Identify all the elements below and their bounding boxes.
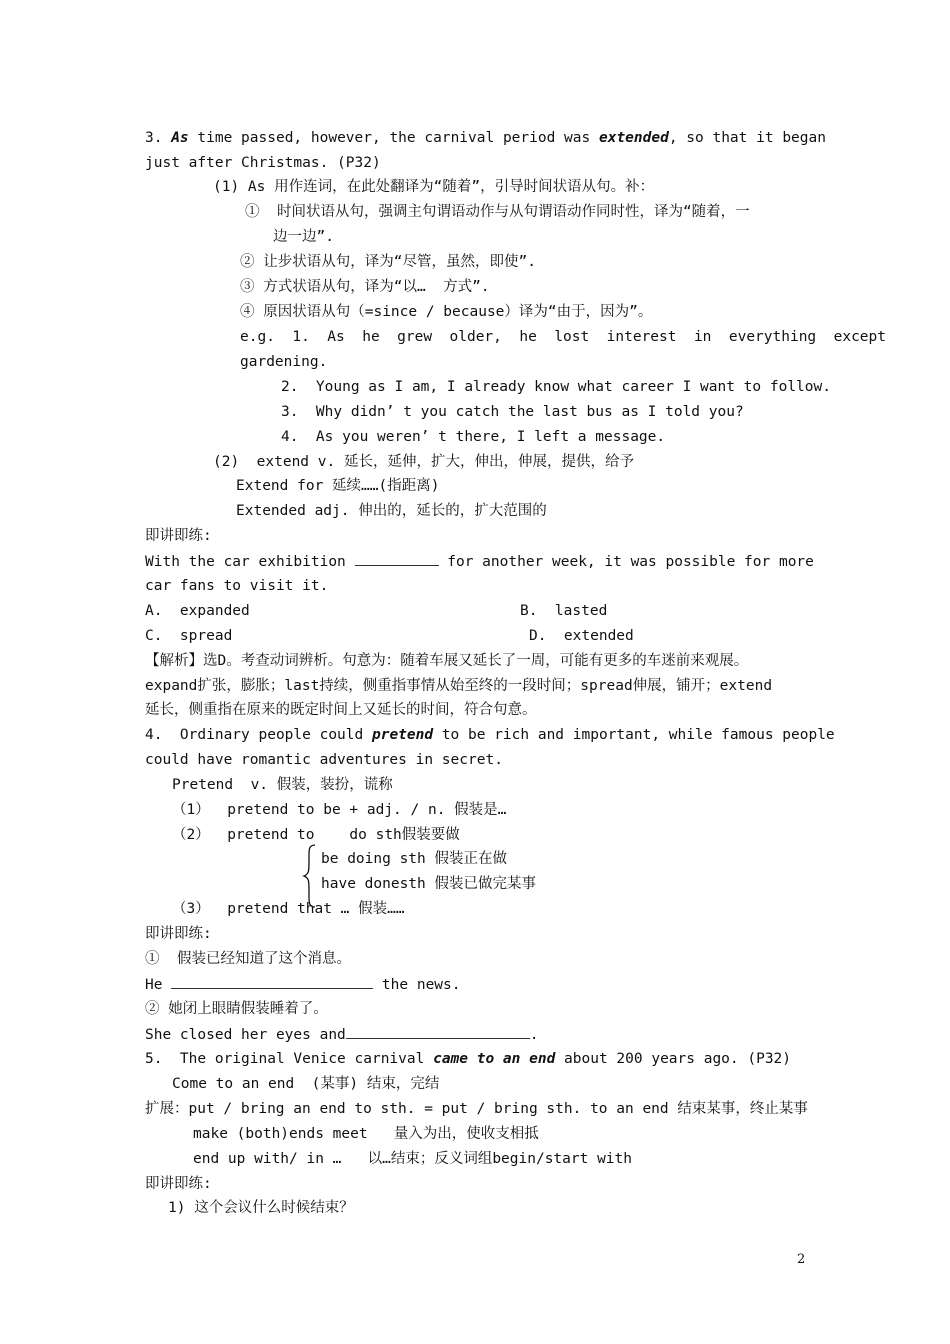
- q3-keyword-extended: extended: [598, 130, 669, 146]
- q4-usage2: （2） pretend to do sth假装要做: [172, 827, 460, 843]
- q3-clause-time-a: ① 时间状语从句，强调主句谓语动作与从句谓语动作同时性，译为“随着，一: [245, 204, 750, 220]
- q3-extend-for: Extend for 延续……(指距离): [236, 478, 440, 494]
- q5-exercise1: 1) 这个会议什么时候结束？: [168, 1200, 354, 1216]
- q5-extension2: make (both)ends meet 量入为出，使收支相抵: [193, 1126, 539, 1142]
- option-d: D. extended: [529, 628, 634, 644]
- q3-answer-line1: 【解析】选D。考查动词辨析。句意为：随着车展又延长了一周，可能有更多的车迷前来观展。: [145, 653, 749, 669]
- q3-text-end: , so that it began: [668, 130, 826, 146]
- q3-example3: 3. Why didn’ t you catch the last bus as I told you?: [281, 404, 744, 420]
- q5-text-end: about 200 years ago. (P32): [555, 1051, 792, 1067]
- q3-extended-adj: Extended adj. 伸出的，延长的，扩大范围的: [236, 503, 547, 519]
- q4-exercise1-he: He: [145, 977, 172, 993]
- option-c: C. spread: [145, 628, 233, 644]
- page-number: 2: [797, 1252, 806, 1267]
- q4-answer-blank-2[interactable]: [346, 1024, 530, 1039]
- q3-clause-reason: ④ 原因状语从句（=since / because）译为“由于，因为”。: [240, 304, 653, 320]
- q4-answer-blank-1[interactable]: [171, 974, 373, 989]
- q3-example2: 2. Young as I am, I already know what career I want to follow.: [281, 379, 831, 395]
- q4-usage2-doing: be doing sth 假装正在做: [321, 851, 507, 867]
- q4-exercise1: ① 假装已经知道了这个消息。: [145, 951, 351, 967]
- q3-number: 3.: [145, 130, 172, 146]
- q3-answer-blank[interactable]: [355, 551, 439, 566]
- q4-definition: Pretend v. 假装，装扮，谎称: [172, 777, 393, 793]
- q4-text-end: to be rich and important, while famous people: [433, 727, 835, 743]
- q5-extension3: end up with/ in … 以…结束；反义词组begin/start with: [193, 1151, 632, 1167]
- q4-usage3: （3） pretend that … 假装……: [172, 901, 405, 917]
- q5-text: 5. The original Venice carnival: [145, 1051, 434, 1067]
- q3-exercise-text-end: for another week, it was possible for more: [438, 554, 814, 570]
- q3-example4: 4. As you weren’ t there, I left a message.: [281, 429, 666, 445]
- option-b: B. lasted: [520, 603, 608, 619]
- q5-practice-heading: 即讲即练:: [145, 1176, 212, 1192]
- q4-keyword-pretend: pretend: [371, 727, 434, 743]
- q4-exercise2: ② 她闭上眼睛假装睡着了。: [145, 1001, 328, 1017]
- q5-extension: 扩展：put / bring an end to sth. = put / bring sth. to an end 结束某事，终止某事: [145, 1101, 808, 1117]
- q3-clause-time-b: 边一边”.: [273, 229, 334, 245]
- q3-text: time passed, however, the carnival period was: [188, 130, 599, 146]
- q5-keyword: came to an end: [433, 1051, 556, 1067]
- q3-line2: just after Christmas. (P32): [145, 155, 381, 171]
- q4-line2: could have romantic adventures in secret.: [145, 752, 503, 768]
- q3-clause-concession: ② 让步状语从句，译为“尽管，虽然，即使”.: [240, 254, 536, 270]
- q4-practice-heading: 即讲即练:: [145, 926, 212, 942]
- q3-exercise-text: With the car exhibition: [145, 554, 355, 570]
- q4-exercise2-line: [145, 1024, 539, 1045]
- q3-practice-heading: 即讲即练:: [145, 528, 212, 544]
- q3-line1: [145, 128, 826, 148]
- q3-exercise-line1: [145, 551, 814, 572]
- q3-example1a: e.g. 1. As he grew older, he lost interest in everything except: [240, 329, 887, 345]
- q3-answer-line2: expand扩张，膨胀；last持续，侧重指事情从始至终的一段时间；spread伸展，铺开；extend: [145, 678, 773, 694]
- q4-line1: [145, 725, 835, 745]
- q4-text: 4. Ordinary people could: [145, 727, 372, 743]
- q4-exercise1-end: the news.: [373, 977, 461, 993]
- q3-point1: (1) As 用作连词，在此处翻译为“随着”，引导时间状语从句。补：: [213, 179, 655, 195]
- q4-exercise2-end: .: [529, 1027, 539, 1043]
- option-a: A. expanded: [145, 603, 250, 619]
- q4-exercise2-text: She closed her eyes and: [145, 1027, 346, 1043]
- q4-usage1: （1） pretend to be + adj. / n. 假装是…: [172, 802, 507, 818]
- q3-keyword-as: As: [171, 130, 189, 146]
- q3-answer-line3: 延长，侧重指在原来的既定时间上又延长的时间，符合句意。: [145, 702, 537, 718]
- q4-usage2-done: have donesth 假装已做完某事: [321, 876, 536, 892]
- q3-example1b: gardening.: [240, 354, 328, 370]
- q3-clause-manner: ③ 方式状语从句，译为“以… 方式”.: [240, 279, 490, 295]
- q4-exercise1-line: [145, 974, 461, 995]
- q3-point2: (2) extend v. 延长，延伸，扩大，伸出，伸展，提供，给予: [213, 454, 634, 470]
- q3-exercise-line2: car fans to visit it.: [145, 578, 329, 594]
- q5-definition: Come to an end (某事) 结束，完结: [172, 1076, 440, 1092]
- q5-line1: [145, 1049, 791, 1069]
